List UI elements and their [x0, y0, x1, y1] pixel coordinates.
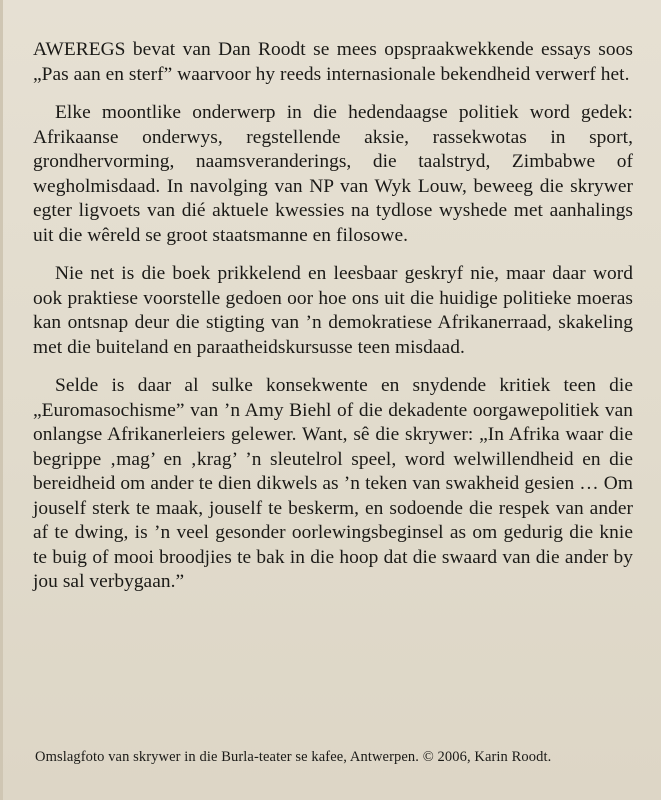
paragraph-proposals: Nie net is die boek prikkelend en leesbaar geskryf nie, maar daar word ook praktiese voorstelle gedoen oor hoe ons uit die huidige politieke moeras kan ontsnap deur die stigting van ’n demokratiese Afrikanerraad, skakeling met die buiteland en paraatheidskursusse teen misdaad. — [33, 263, 633, 358]
paragraph-critique: Selde is daar al sulke konsekwente en snydende kritiek teen die „Euromasochisme” van ’n Amy Biehl of die dekadente oorgawepolitiek van onlangse Afrikanerleiers gelewer. Want, sê die skrywer: „In Afrika waar die begrippe ‚mag’ en ‚krag’ ’n sleutelrol speel, word welwillendheid en die bereidheid om ander te dien dikwels as ’n teken van swakheid gesien … Om jouself sterk te maak, jouself te beskerm, en sodoende die respek van ander af te dwing, is ’n veel gesonder oorlewingsbeginsel as om gedurig die knie te buig of mooi broodjies te bak in die hoop dat die swaard van die ander by jou sal verbygaan.” — [33, 375, 633, 592]
paragraph-intro: AWEREGS bevat van Dan Roodt se mees opspraakwekkende essays soos „Pas aan en sterf” waarvoor hy reeds internasionale bekendheid verwerf het. — [33, 39, 633, 85]
photo-credit: Omslagfoto van skrywer in die Burla-teater se kafee, Antwerpen. © 2006, Karin Roodt. — [35, 749, 552, 765]
paragraph-topics: Elke moontlike onderwerp in die hedendaagse politiek word gedek: Afrikaanse onderwys, regstellende aksie, rassekwotas in sport, grondhervorming, naamsveranderings, die taalstryd, Zimbabwe of wegholmisdaad. In navolging van NP van Wyk Louw, beweeg die skrywer egter ligvoets van dié aktuele kwessies na tydlose wyshede met aanhalings uit die wêreld se groot staatsmanne en filosowe. — [33, 102, 633, 246]
page-edge — [0, 0, 3, 800]
